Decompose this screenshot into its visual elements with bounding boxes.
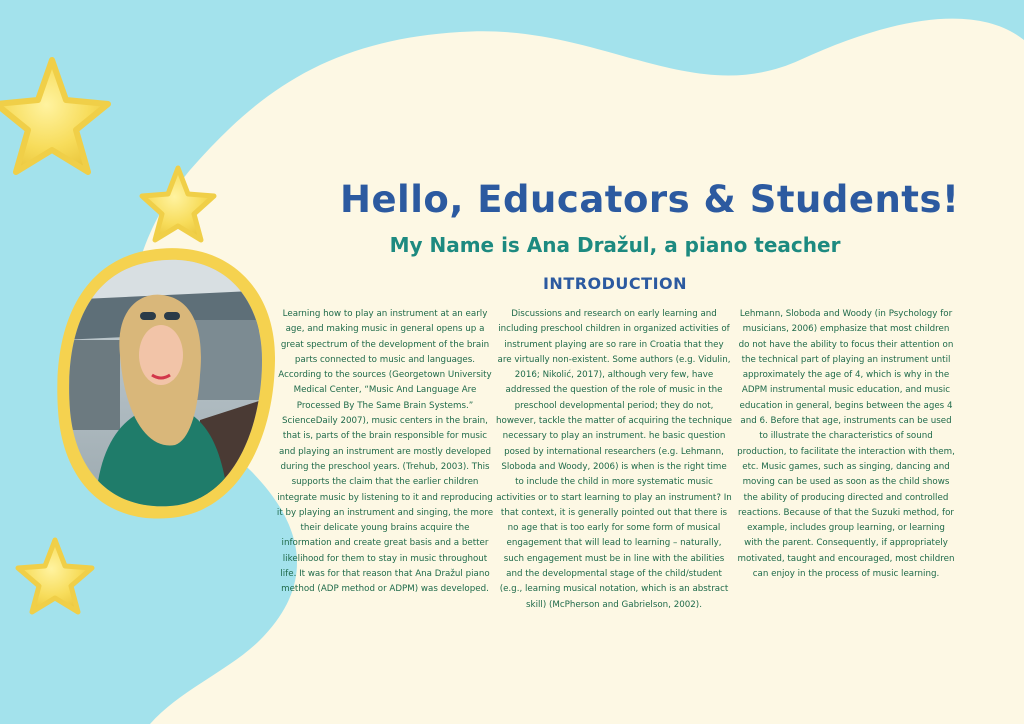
intro-column-3: Lehmann, Sloboda and Woody (in Psychology for musicians, 2006) emphasize that most children do not have the ability to focus their attention on the technical part of playing an instrument until approximately the age of 4, which is why in the ADPM instrumental music education, and music education in general, begins between the ages 4 and 6. Before that age, instruments can be used to illustrate the characteristics of sound production, to facilitate the interaction with them, etc. Music games, such as singing, dancing and moving can be used as soon as the child shows the ability of producing directed and controlled reactions. Because of that the Suzuki method, for example, includes group learning, or learning with the parent. Consequently, if appropriately motivated, taught and encouraged, most children can enjoy in the process of music learning. — [737, 309, 955, 580]
star-icon — [18, 540, 92, 612]
star-icon — [0, 60, 108, 172]
portrait-photo — [57, 248, 275, 520]
page-title: Hello, Educators & Students! — [340, 178, 960, 221]
page-subtitle: My Name is Ana Dražul, a piano teacher — [389, 233, 841, 257]
intro-column-2: Discussions and research on early learning and including preschool children in organized activities of instrument playing are so rare in Croatia that they are virtually non-existent. Some authors (e.g. Vidulin, 2016; Nikolić, 2017), although very few, have addressed the question of the role of music in the preschool developmental period; they do not, however, tackle the matter of acquiring the technique necessary to play an instrument. he basic question posed by international researchers (e.g. Lehmann, Sloboda and Woody, 2006) is when is the right time to include the child in more systematic music activities or to start learning to play an instrument? In that context, it is generally pointed out that there is no age that is too early for some form of musical engagement that will lead to learning – naturally, such engagement must be in line with the abilities and the developmental stage of the child/student (e.g., learning musical notation, which is an abstract skill) (McPherson and Gabrielson, 2002). — [496, 309, 732, 610]
section-heading: INTRODUCTION — [542, 274, 688, 293]
intro-column-1: Learning how to play an instrument at an early age, and making music in general opens up a great spectrum of the development of the brain parts connected to music and languages. According to the sources (Georgetown University Medical Center, “Music And Language Are Processed By The Same Brain Systems.” ScienceDaily 2007), music centers in the brain, that is, parts of the brain responsible for music and playing an instrument are mostly developed during the preschool years. (Trehub, 2003). This supports the claim that the earlier children integrate music by listening to it and reproducing it by playing an instrument and singing, the more their delicate young brains acquire the information and create great basis and a better likelihood for them to stay in music throughout life. It was for that reason that Ana Dražul piano method (ADP method or ADPM) was developed. — [276, 309, 494, 595]
